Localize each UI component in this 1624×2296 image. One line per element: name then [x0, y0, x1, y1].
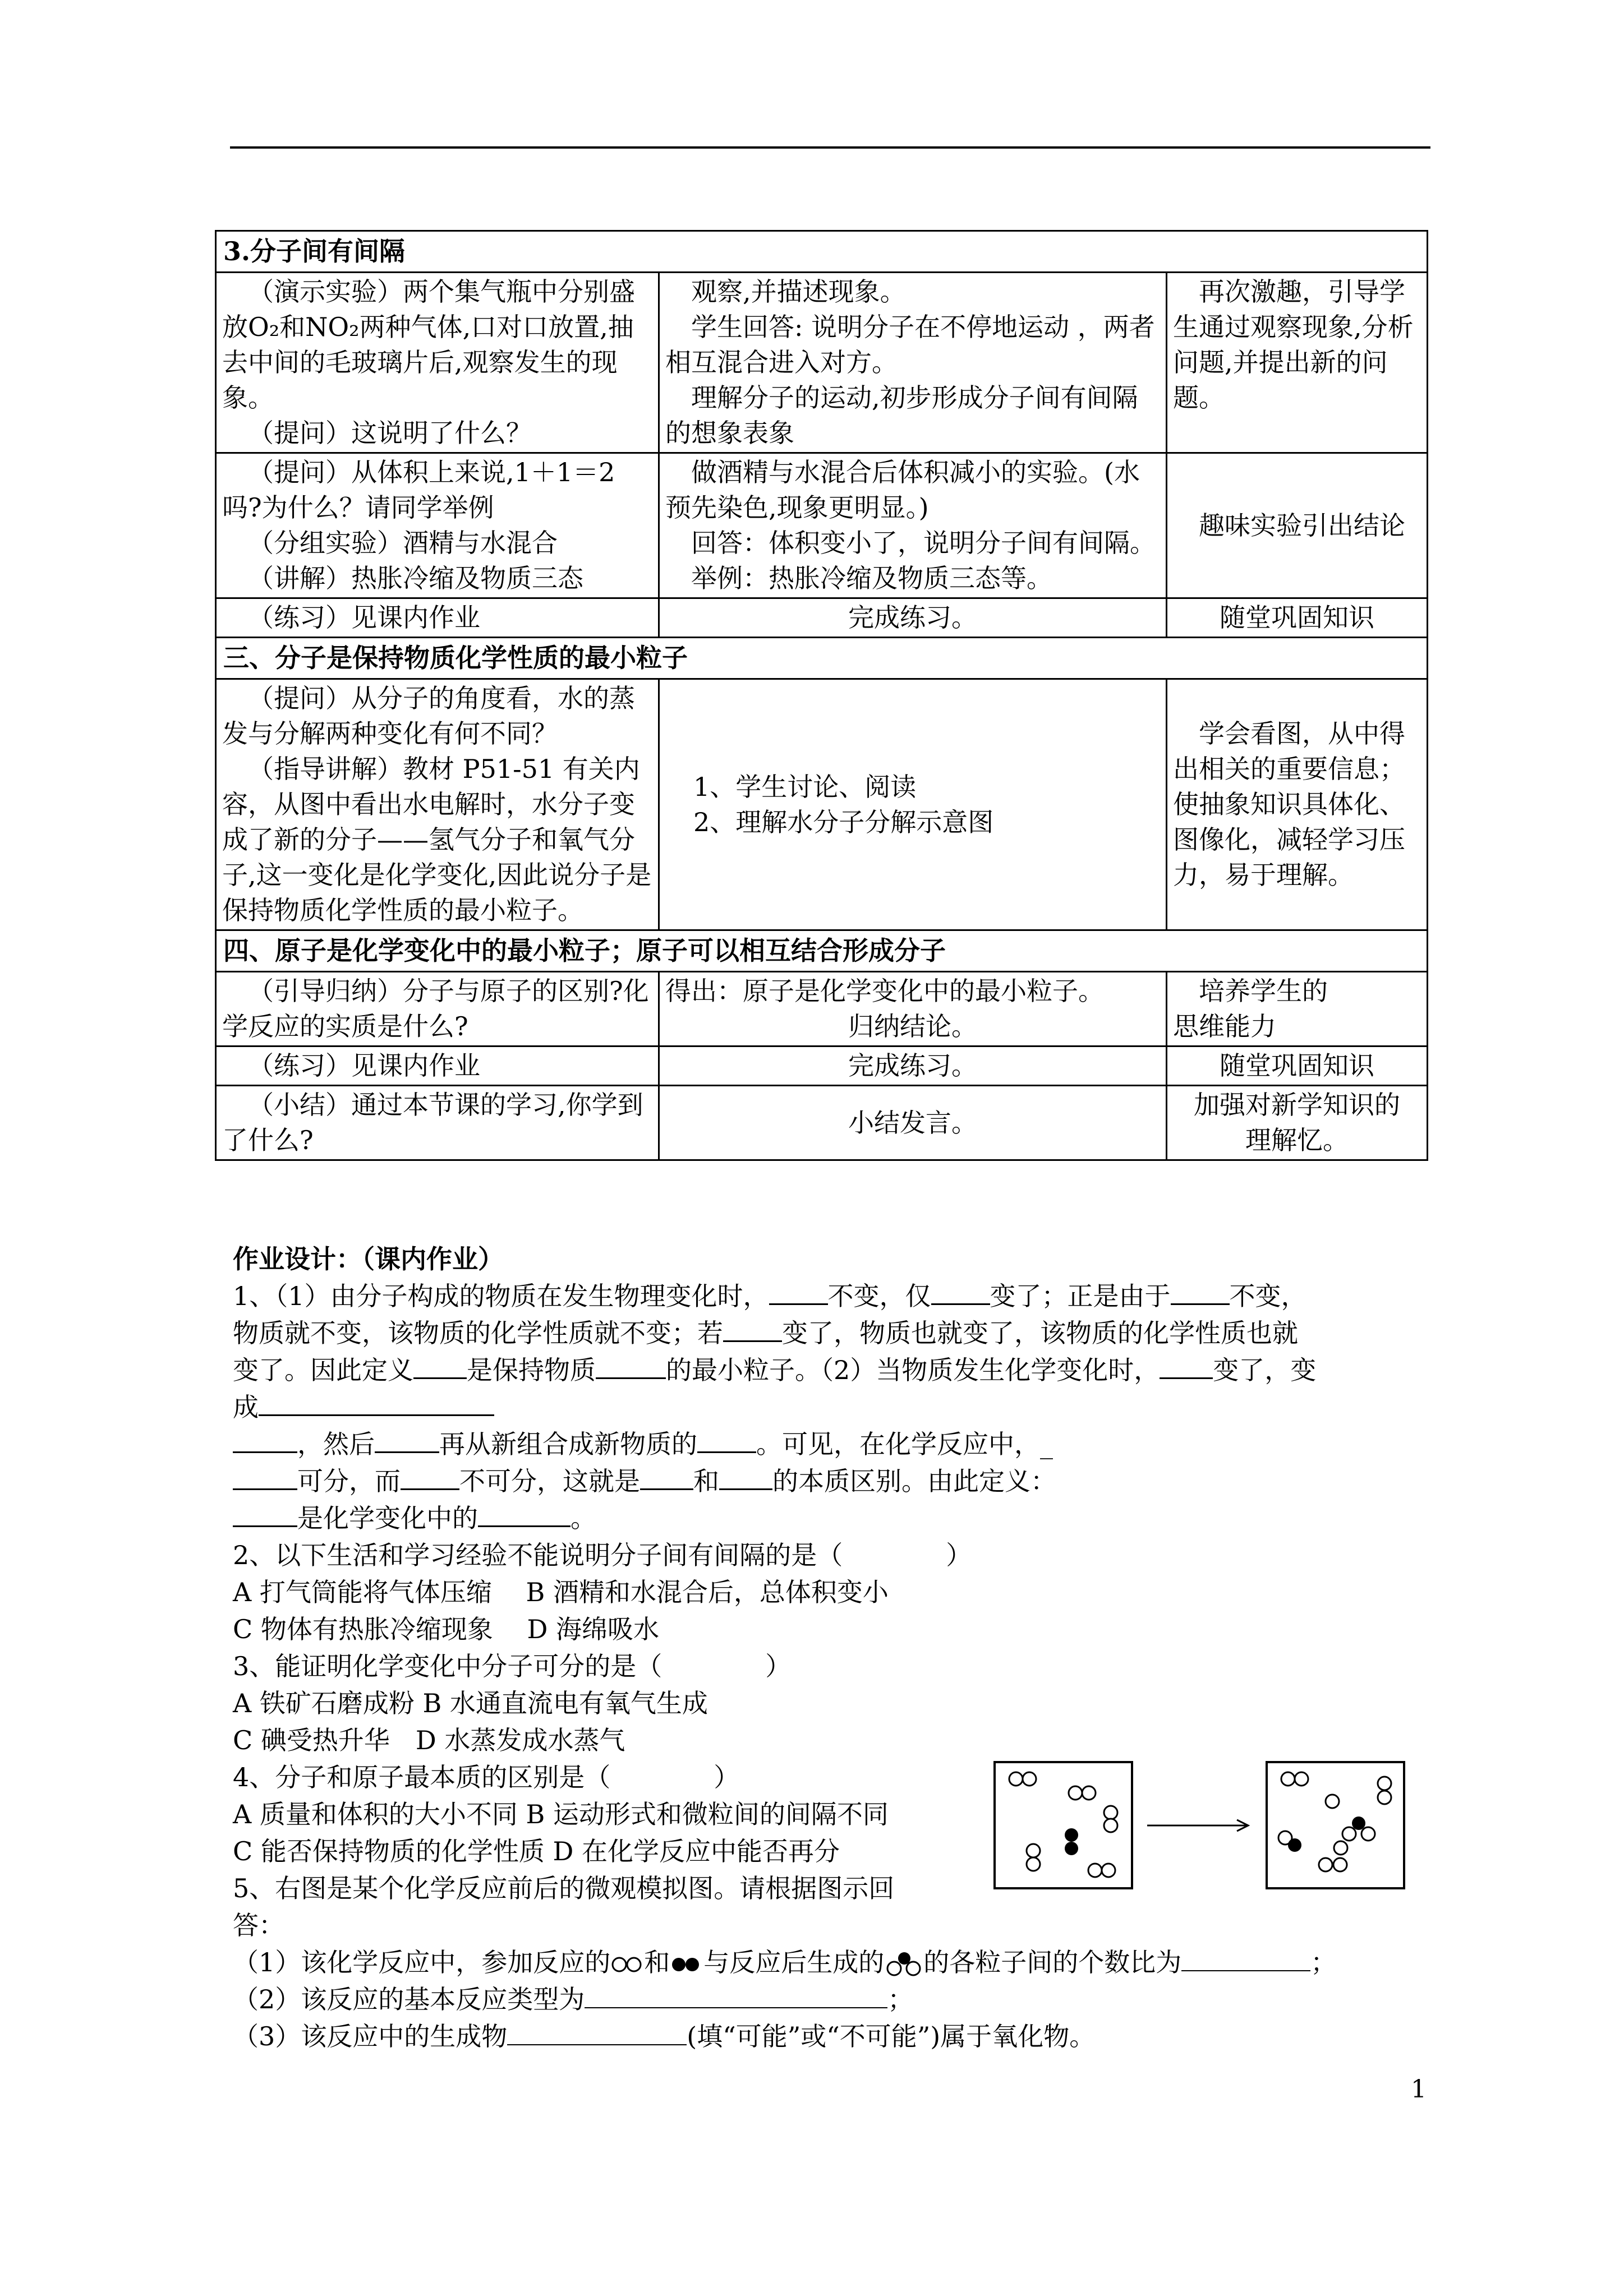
intent-cell: 随堂巩固知识: [1167, 1046, 1428, 1086]
question-4-stem: 4、分子和原子最本质的区别是（ ）: [233, 1762, 740, 1792]
table-row: [216, 1046, 1428, 1086]
teacher-cell: （练习）见课内作业: [216, 598, 659, 638]
answer-blank[interactable]: [640, 1463, 693, 1490]
answer-blank[interactable]: [697, 1426, 756, 1453]
question-1-line: ，然后 再从新组合成新物质的 。可见，在化学反应中，_: [233, 1426, 1428, 1463]
teacher-cell: （引导归纳）分子与原子的区别?化学反应的实质是什么?: [216, 972, 659, 1046]
reaction-diagram: [993, 1758, 1436, 1893]
question-1-line: 是化学变化中的 。: [233, 1500, 1428, 1537]
question-5-stem: 答：: [233, 1910, 284, 1940]
answer-blank[interactable]: [401, 1463, 459, 1490]
intent-text: 培养学生的: [1199, 976, 1328, 1006]
section-heading: 3.分子间有间隔: [216, 231, 1428, 273]
answer-blank[interactable]: [723, 1315, 782, 1342]
question-4-options: A 质量和体积的大小不同 B 运动形式和微粒间的间隔不同: [233, 1799, 889, 1829]
table-row: [216, 598, 1428, 638]
teacher-cell: [216, 453, 659, 598]
question-3-options: A 铁矿石磨成粉 B 水通直流电有氧气生成: [233, 1688, 708, 1718]
question-1-line: 可分，而 不可分，这就是 和 的本质区别。由此定义：: [233, 1463, 1428, 1500]
student-text: 回答：体积变小了，说明分子间有间隔。: [691, 528, 1156, 558]
intent-cell: 随堂巩固知识: [1167, 598, 1428, 638]
teacher-text: （提问）这说明了什么？: [248, 418, 532, 448]
teacher-cell: （练习）见课内作业: [216, 1046, 659, 1086]
teacher-text: （演示实验）两个集气瓶中分别盛放: [222, 276, 635, 342]
intent-text: 加强对新学知识的: [1194, 1090, 1401, 1120]
student-cell: [659, 273, 1167, 453]
question-5-stem: 5、右图是某个化学反应前后的微观模拟图。请根据图示回: [233, 1873, 895, 1903]
arrow-icon: [1147, 1820, 1248, 1831]
student-cell: 小结发言。: [659, 1086, 1167, 1160]
lesson-table: [215, 230, 1428, 1161]
student-cell: 完成练习。: [659, 598, 1167, 638]
answer-blank[interactable]: [1181, 1944, 1310, 1971]
answer-blank[interactable]: [259, 1389, 494, 1416]
table-row: [216, 1086, 1428, 1160]
question-5-part-3: （3）该反应中的生成物 (填“可能”或“不可能”)属于氧化物。: [233, 2018, 1428, 2055]
answer-blank[interactable]: [413, 1352, 467, 1379]
intent-cell: [1167, 679, 1428, 930]
intent-cell: [1167, 972, 1428, 1046]
products-box: [1267, 1762, 1404, 1888]
intent-text: 思维能力: [1173, 1011, 1276, 1041]
teacher-cell: [216, 679, 659, 930]
intent-text: 理解忆。: [1245, 1125, 1349, 1155]
answer-blank[interactable]: [233, 1463, 297, 1490]
answer-blank[interactable]: [769, 1278, 828, 1305]
student-text: 得出：原子是化学变化中的最小粒子。: [665, 976, 1104, 1006]
answer-blank[interactable]: [585, 1981, 887, 2008]
question-3-stem: 3、能证明化学变化中分子可分的是（ ）: [233, 1651, 792, 1681]
answer-blank[interactable]: [233, 1500, 297, 1527]
answer-blank[interactable]: [1160, 1352, 1213, 1379]
student-text: 观察,并描述现象。: [691, 276, 906, 307]
answer-blank[interactable]: [375, 1426, 439, 1453]
teacher-cell: [216, 273, 659, 453]
student-text: 1、学生讨论、阅读: [693, 771, 917, 802]
question-1-line: 变了。因此定义 是保持物质 的最小粒子。（2）当物质发生化学变化时， 变了，变: [233, 1352, 1428, 1389]
intent-text: 再次激趣，引导学生通过观察现象,分析问题,并提出新的问题。: [1173, 276, 1414, 413]
teacher-text: 两种气体,口对口放置,抽去中间的毛玻璃片后,观察发生的现象。: [222, 312, 634, 413]
student-cell: [659, 453, 1167, 598]
section-row: [216, 231, 1428, 273]
table-row: [216, 972, 1428, 1046]
intent-cell: [1167, 453, 1428, 598]
intent-text: 学会看图，从中得出相关的重要信息；使抽象知识具体化、图像化，减轻学习压力，易于理解。: [1173, 718, 1405, 890]
table-row: [216, 273, 1428, 453]
compound-molecule-icon: [884, 1951, 923, 1979]
student-text: 做酒精与水混合后体积减小的实验。(水预先染色,现象更明显。): [665, 457, 1140, 523]
section-heading: 三、分子是保持物质化学性质的最小粒子: [216, 638, 1428, 679]
question-1-line: 1、（1）由分子构成的物质在发生物理变化时， 不变，仅 变了；正是由于 不变，: [233, 1278, 1428, 1315]
teacher-text: （提问）从体积上来说,1＋1＝2吗?为什么？请同学举例: [222, 457, 615, 523]
question-5-part-1: （1）该化学反应中，参加反应的 和 与反应后生成的 的各粒子间的个数比为 ；: [233, 1944, 1428, 1981]
teacher-text: （提问）从分子的角度看，水的蒸发与分解两种变化有何不同？: [222, 683, 635, 749]
student-cell: [659, 972, 1167, 1046]
page-number: 1: [1411, 2075, 1427, 2104]
answer-blank[interactable]: [478, 1500, 571, 1527]
student-text: 举例：热胀冷缩及物质三态等。: [691, 563, 1052, 593]
intent-cell: [1167, 1086, 1428, 1160]
intent-cell: [1167, 273, 1428, 453]
student-text: 理解分子的运动,初步形成分子间有间隔的想象表象: [665, 382, 1138, 448]
question-2-options: C 物体有热胀冷缩现象 D 海绵吸水: [233, 1614, 659, 1644]
student-text: 归纳结论。: [848, 1011, 977, 1041]
question-5-part-2: （2）该反应的基本反应类型为 ；: [233, 1981, 1428, 2018]
white-molecule-icon: [610, 1954, 644, 1975]
answer-blank[interactable]: [931, 1278, 990, 1305]
homework-title: 作业设计：（课内作业）: [233, 1244, 504, 1274]
question-2-stem: 2、以下生活和学习经验不能说明分子间有间隔的是（ ）: [233, 1540, 972, 1570]
answer-blank[interactable]: [1171, 1278, 1230, 1305]
question-4-options: C 能否保持物质的化学性质 D 在化学反应中能否再分: [233, 1836, 840, 1866]
teacher-text: （分组实验）酒精与水混合: [248, 528, 558, 558]
teacher-text: （指导讲解）教材 P51-51 有关内容，从图中看出水电解时，水分子变成了新的分子——氢气分子和氧气分子,这一变化是化学变化,因此说分子是保持物质化学性质的最小粒子。: [222, 754, 652, 925]
answer-blank[interactable]: [719, 1463, 772, 1490]
section-row: [216, 930, 1428, 972]
question-1-line: 成: [233, 1389, 1428, 1426]
student-text: 2、理解水分子分解示意图: [693, 806, 994, 837]
header-rule: [230, 146, 1430, 149]
section-heading: 四、原子是化学变化中的最小粒子；原子可以相互结合形成分子: [216, 930, 1428, 972]
student-cell: [659, 679, 1167, 930]
teacher-text: （讲解）热胀冷缩及物质三态: [248, 563, 583, 593]
formula-no2: NO₂: [305, 312, 360, 342]
homework-section: [233, 1241, 1428, 2055]
intent-text: 趣味实验引出结论: [1199, 510, 1405, 541]
section-row: [216, 638, 1428, 679]
student-cell: 完成练习。: [659, 1046, 1167, 1086]
teacher-cell: （小结）通过本节课的学习,你学到了什么?: [216, 1086, 659, 1160]
question-2-options: A 打气筒能将气体压缩 B 酒精和水混合后，总体积变小: [233, 1577, 889, 1607]
question-1-line: 物质就不变，该物质的化学性质就不变；若 变了，物质也就变了，该物质的化学性质也就: [233, 1315, 1428, 1352]
student-text: 学生回答: 说明分子在不停地运动 ，两者相互混合进入对方。: [665, 312, 1155, 377]
answer-blank[interactable]: [233, 1426, 297, 1453]
question-3-options: C 碘受热升华 D 水蒸发成水蒸气: [233, 1725, 625, 1755]
answer-blank[interactable]: [596, 1352, 666, 1379]
table-row: [216, 679, 1428, 930]
black-molecule-icon: [670, 1954, 703, 1975]
answer-blank[interactable]: [507, 2018, 687, 2045]
table-row: [216, 453, 1428, 598]
formula-o2: O₂: [248, 312, 280, 342]
reactants-box: [995, 1762, 1132, 1888]
teacher-text: 和: [279, 312, 306, 342]
